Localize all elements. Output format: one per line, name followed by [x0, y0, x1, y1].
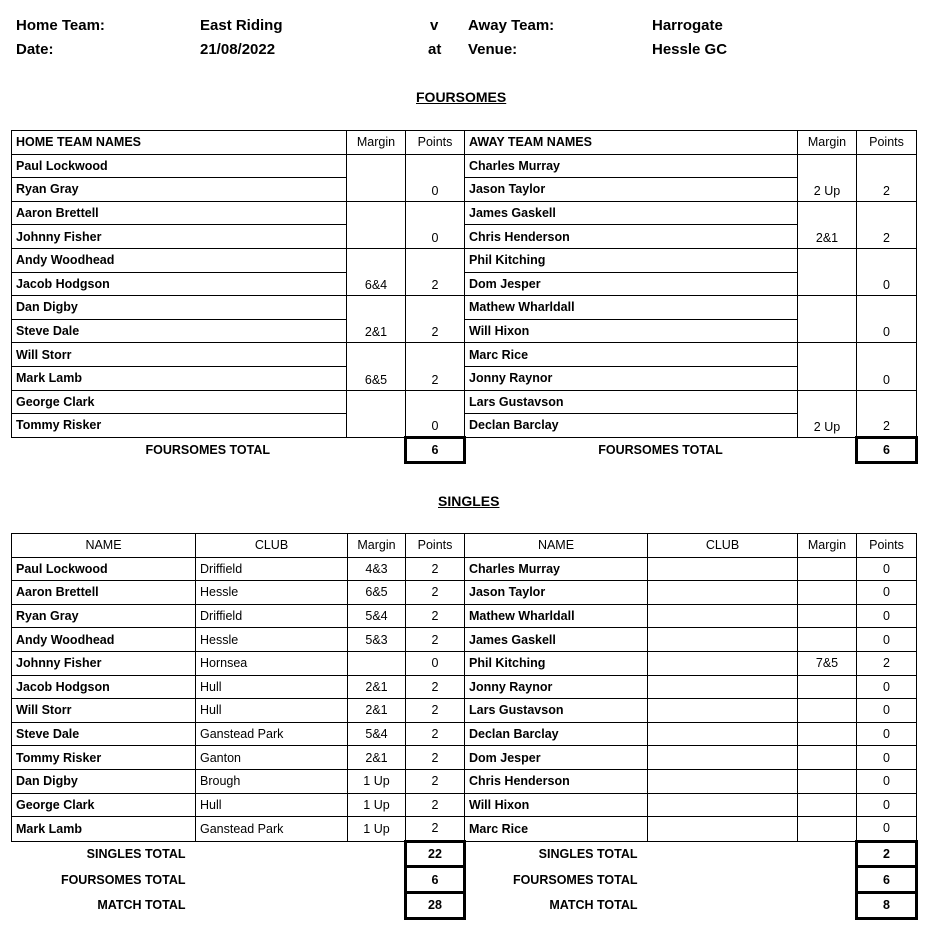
- home-player-club: Brough: [196, 769, 348, 793]
- away-pair-points: 0: [857, 343, 917, 390]
- away-name-header: NAME: [465, 534, 648, 558]
- away-player-club: [648, 675, 798, 699]
- table-row: [12, 272, 917, 296]
- away-player-points: 0: [857, 746, 917, 770]
- away-player-points: 0: [857, 793, 917, 817]
- table-row: [12, 793, 917, 817]
- away-foursomes-total: 6: [857, 867, 917, 893]
- away-margin-header: Margin: [798, 534, 857, 558]
- away-foursomes-total-label: FOURSOMES TOTAL: [512, 872, 638, 887]
- home-player-name: Andy Woodhead: [12, 248, 347, 272]
- away-player-margin: [798, 628, 857, 652]
- home-player-name: Mark Lamb: [12, 817, 196, 842]
- home-pair-points: 2: [406, 248, 465, 295]
- away-player-name: Marc Rice: [465, 343, 798, 367]
- table-row: [12, 201, 917, 225]
- table-row: [12, 296, 917, 320]
- table-row: [12, 746, 917, 770]
- home-pair-margin: [347, 154, 406, 201]
- away-player-margin: 7&5: [798, 651, 857, 675]
- table-row: [12, 225, 917, 249]
- away-singles-total-label: SINGLES TOTAL: [538, 847, 638, 862]
- home-player-name: George Clark: [12, 390, 347, 414]
- away-player-name: Charles Murray: [465, 154, 798, 178]
- away-player-name: James Gaskell: [465, 628, 648, 652]
- home-player-name: Tommy Risker: [12, 414, 347, 438]
- away-player-points: 0: [857, 581, 917, 605]
- away-team-label: Away Team:: [468, 17, 555, 34]
- home-player-margin: 2&1: [348, 699, 406, 723]
- away-pair-margin: [798, 296, 857, 343]
- home-team-value: East Riding: [200, 17, 283, 34]
- home-player-club: Hull: [196, 675, 348, 699]
- away-margin-header: Margin: [798, 131, 857, 155]
- home-margin-header: Margin: [348, 534, 406, 558]
- home-team-label: Home Team:: [16, 17, 105, 34]
- home-foursomes-total-label: FOURSOMES TOTAL: [145, 443, 271, 458]
- date-value: 21/08/2022: [200, 41, 276, 58]
- home-player-points: 2: [406, 722, 465, 746]
- away-player-club: [648, 581, 798, 605]
- singles-title: SINGLES: [438, 493, 500, 509]
- home-points-header: Points: [406, 534, 465, 558]
- away-player-club: [648, 746, 798, 770]
- home-player-margin: 1 Up: [348, 817, 406, 842]
- away-player-club: [648, 628, 798, 652]
- away-player-club: [648, 793, 798, 817]
- away-player-club: [648, 557, 798, 581]
- home-player-points: 2: [406, 699, 465, 723]
- table-row: [12, 651, 917, 675]
- home-player-points: 2: [406, 793, 465, 817]
- singles-table: [11, 533, 918, 920]
- away-player-club: [648, 604, 798, 628]
- home-singles-total: 22: [406, 841, 465, 867]
- singles-total-row: [12, 841, 917, 867]
- home-player-name: Aaron Brettell: [12, 201, 347, 225]
- away-player-margin: [798, 769, 857, 793]
- home-player-name: Will Storr: [12, 343, 347, 367]
- away-player-name: Mathew Wharldall: [465, 604, 648, 628]
- home-foursomes-total: 6: [406, 437, 465, 463]
- table-row: [12, 248, 917, 272]
- away-match-total-label: MATCH TOTAL: [549, 898, 638, 913]
- home-player-name: Steve Dale: [12, 319, 347, 343]
- away-player-name: Jason Taylor: [465, 178, 798, 202]
- away-player-name: Lars Gustavson: [465, 390, 798, 414]
- table-row: [12, 817, 917, 842]
- away-player-points: 0: [857, 675, 917, 699]
- table-row: [12, 557, 917, 581]
- away-player-name: Phil Kitching: [465, 651, 648, 675]
- home-foursomes-total: 6: [406, 867, 465, 893]
- table-row: [12, 343, 917, 367]
- away-player-margin: [798, 817, 857, 842]
- table-row: [12, 581, 917, 605]
- home-player-club: Driffield: [196, 557, 348, 581]
- home-player-name: Jacob Hodgson: [12, 675, 196, 699]
- away-player-points: 0: [857, 817, 917, 842]
- away-player-margin: [798, 557, 857, 581]
- home-player-margin: 4&3: [348, 557, 406, 581]
- away-player-points: 0: [857, 557, 917, 581]
- away-match-total: 8: [857, 892, 917, 918]
- away-player-name: Jonny Raynor: [465, 675, 648, 699]
- home-player-margin: 5&4: [348, 722, 406, 746]
- home-player-name: Paul Lockwood: [12, 557, 196, 581]
- foursomes-total-row: [12, 437, 917, 463]
- table-row: [12, 769, 917, 793]
- at-label: at: [428, 41, 442, 58]
- away-points-header: Points: [857, 131, 917, 155]
- home-player-margin: 2&1: [348, 675, 406, 699]
- versus-label: v: [430, 17, 439, 34]
- away-player-name: Jason Taylor: [465, 581, 648, 605]
- away-pair-margin: 2&1: [798, 201, 857, 248]
- home-pair-points: 0: [406, 201, 465, 248]
- home-player-points: 2: [406, 746, 465, 770]
- home-pair-margin: 6&4: [347, 248, 406, 295]
- away-player-name: James Gaskell: [465, 201, 798, 225]
- home-player-club: Hornsea: [196, 651, 348, 675]
- table-row: [12, 414, 917, 438]
- home-player-margin: 5&3: [348, 628, 406, 652]
- away-player-points: 0: [857, 628, 917, 652]
- home-player-name: Jacob Hodgson: [12, 272, 347, 296]
- home-player-margin: 5&4: [348, 604, 406, 628]
- home-player-name: Andy Woodhead: [12, 628, 196, 652]
- home-player-name: Will Storr: [12, 699, 196, 723]
- away-player-club: [648, 769, 798, 793]
- home-player-points: 2: [406, 675, 465, 699]
- venue-label: Venue:: [468, 41, 518, 58]
- away-foursomes-total: 6: [857, 437, 917, 463]
- home-pair-margin: 6&5: [347, 343, 406, 390]
- home-player-club: Hull: [196, 793, 348, 817]
- away-names-header: AWAY TEAM NAMES: [465, 131, 798, 155]
- date-label: Date:: [16, 41, 54, 58]
- home-player-name: Mark Lamb: [12, 366, 347, 390]
- home-player-name: Ryan Gray: [12, 604, 196, 628]
- home-player-points: 0: [406, 651, 465, 675]
- away-player-club: [648, 651, 798, 675]
- away-player-margin: [798, 722, 857, 746]
- away-player-name: Charles Murray: [465, 557, 648, 581]
- home-player-club: Ganton: [196, 746, 348, 770]
- away-pair-points: 2: [857, 154, 917, 201]
- home-player-club: Ganstead Park: [196, 722, 348, 746]
- home-player-name: Johnny Fisher: [12, 651, 196, 675]
- match-total-row: [12, 892, 917, 918]
- away-player-name: Chris Henderson: [465, 225, 798, 249]
- away-foursomes-total-label: FOURSOMES TOTAL: [598, 443, 723, 458]
- away-player-points: 2: [857, 651, 917, 675]
- away-player-points: 0: [857, 699, 917, 723]
- home-pair-margin: 2&1: [347, 296, 406, 343]
- home-margin-header: Margin: [347, 131, 406, 155]
- home-pair-points: 2: [406, 296, 465, 343]
- home-player-points: 2: [406, 581, 465, 605]
- away-player-name: Lars Gustavson: [465, 699, 648, 723]
- foursomes-header-row: [12, 131, 917, 155]
- home-pair-points: 0: [406, 154, 465, 201]
- away-player-name: Mathew Wharldall: [465, 296, 798, 320]
- away-player-name: Dom Jesper: [465, 272, 798, 296]
- home-name-header: NAME: [12, 534, 196, 558]
- away-player-name: Phil Kitching: [465, 248, 798, 272]
- table-row: [12, 699, 917, 723]
- home-names-header: HOME TEAM NAMES: [12, 131, 347, 155]
- home-player-name: Steve Dale: [12, 722, 196, 746]
- away-pair-margin: [798, 248, 857, 295]
- away-player-name: Marc Rice: [465, 817, 648, 842]
- home-player-name: Johnny Fisher: [12, 225, 347, 249]
- away-player-name: Declan Barclay: [465, 414, 798, 438]
- foursomes-total-row: [12, 867, 917, 893]
- away-club-header: CLUB: [648, 534, 798, 558]
- home-player-points: 2: [406, 604, 465, 628]
- away-pair-margin: 2 Up: [798, 390, 857, 437]
- home-player-club: Hull: [196, 699, 348, 723]
- home-pair-margin: [347, 201, 406, 248]
- away-player-name: Will Hixon: [465, 793, 648, 817]
- away-pair-margin: [798, 343, 857, 390]
- home-player-points: 2: [406, 817, 465, 842]
- home-player-margin: 1 Up: [348, 793, 406, 817]
- away-player-name: Declan Barclay: [465, 722, 648, 746]
- away-player-club: [648, 699, 798, 723]
- away-singles-total: 2: [857, 841, 917, 867]
- away-player-margin: [798, 581, 857, 605]
- table-row: [12, 675, 917, 699]
- home-player-club: Driffield: [196, 604, 348, 628]
- away-player-points: 0: [857, 722, 917, 746]
- home-player-club: Hessle: [196, 628, 348, 652]
- home-club-header: CLUB: [196, 534, 348, 558]
- home-player-name: Dan Digby: [12, 296, 347, 320]
- home-pair-points: 0: [406, 390, 465, 437]
- away-player-club: [648, 722, 798, 746]
- away-player-club: [648, 817, 798, 842]
- away-player-margin: [798, 604, 857, 628]
- home-player-name: Tommy Risker: [12, 746, 196, 770]
- home-player-name: Ryan Gray: [12, 178, 347, 202]
- venue-value: Hessle GC: [652, 41, 728, 58]
- home-singles-total-label: SINGLES TOTAL: [86, 847, 186, 862]
- away-player-name: Jonny Raynor: [465, 366, 798, 390]
- away-pair-points: 0: [857, 248, 917, 295]
- away-player-margin: [798, 699, 857, 723]
- foursomes-title: FOURSOMES: [416, 89, 507, 105]
- home-player-name: George Clark: [12, 793, 196, 817]
- home-player-points: 2: [406, 769, 465, 793]
- away-pair-points: 0: [857, 296, 917, 343]
- away-pair-points: 2: [857, 390, 917, 437]
- table-row: [12, 154, 917, 178]
- table-row: [12, 319, 917, 343]
- home-player-name: Paul Lockwood: [12, 154, 347, 178]
- table-row: [12, 604, 917, 628]
- away-player-points: 0: [857, 604, 917, 628]
- home-player-name: Dan Digby: [12, 769, 196, 793]
- table-row: [12, 390, 917, 414]
- home-pair-margin: [347, 390, 406, 437]
- away-team-value: Harrogate: [652, 17, 723, 34]
- home-player-name: Aaron Brettell: [12, 581, 196, 605]
- away-pair-margin: 2 Up: [798, 154, 857, 201]
- home-player-points: 2: [406, 557, 465, 581]
- home-player-margin: 6&5: [348, 581, 406, 605]
- table-row: [12, 178, 917, 202]
- home-player-margin: [348, 651, 406, 675]
- home-player-club: Ganstead Park: [196, 817, 348, 842]
- home-match-total-label: MATCH TOTAL: [97, 898, 186, 913]
- away-player-name: Dom Jesper: [465, 746, 648, 770]
- table-row: [12, 722, 917, 746]
- table-row: [12, 628, 917, 652]
- away-player-name: Chris Henderson: [465, 769, 648, 793]
- home-points-header: Points: [406, 131, 465, 155]
- home-player-points: 2: [406, 628, 465, 652]
- away-player-margin: [798, 793, 857, 817]
- home-player-margin: 1 Up: [348, 769, 406, 793]
- away-player-name: Will Hixon: [465, 319, 798, 343]
- home-foursomes-total-label: FOURSOMES TOTAL: [60, 872, 186, 887]
- away-pair-points: 2: [857, 201, 917, 248]
- table-row: [12, 366, 917, 390]
- foursomes-table: [11, 130, 918, 464]
- home-pair-points: 2: [406, 343, 465, 390]
- home-player-margin: 2&1: [348, 746, 406, 770]
- away-player-margin: [798, 746, 857, 770]
- singles-header-row: [12, 534, 917, 558]
- away-points-header: Points: [857, 534, 917, 558]
- home-match-total: 28: [406, 892, 465, 918]
- away-player-margin: [798, 675, 857, 699]
- away-player-points: 0: [857, 769, 917, 793]
- home-player-club: Hessle: [196, 581, 348, 605]
